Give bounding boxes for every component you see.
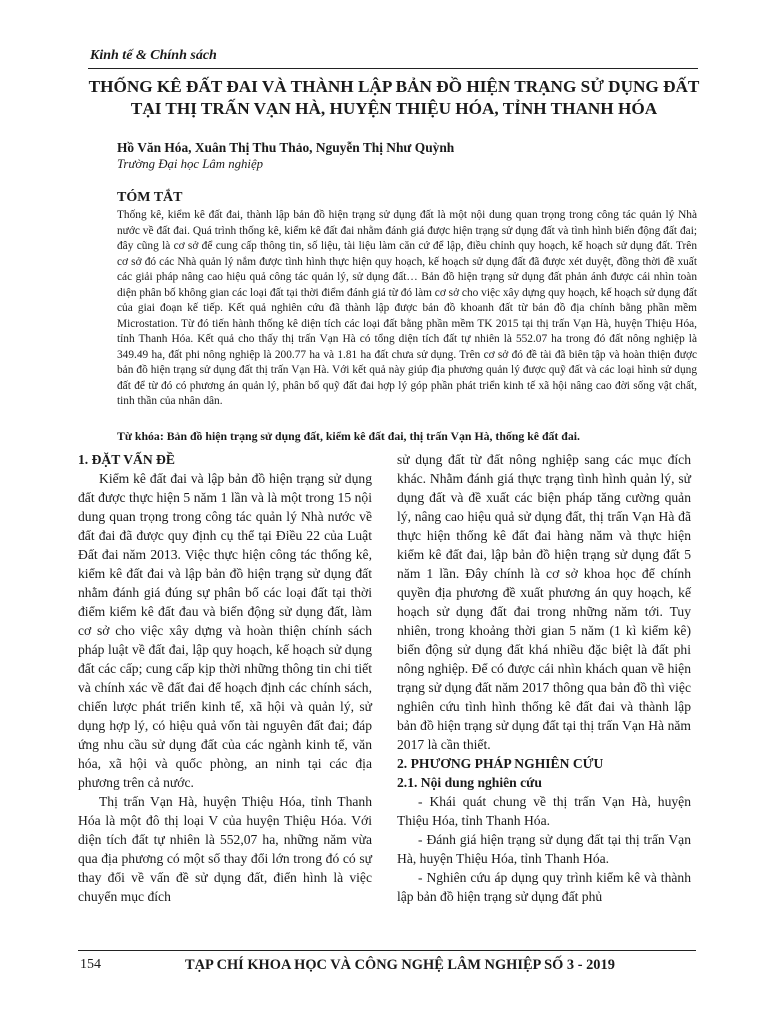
section-heading-introduction: 1. ĐẶT VẤN ĐỀ (78, 452, 175, 467)
body-column-left (78, 450, 372, 906)
page-number: 154 (80, 957, 101, 972)
abstract-heading: TÓM TẮT (117, 190, 183, 205)
section-tag: Kinh tế & Chính sách (90, 48, 217, 63)
list-item: - Đánh giá hiện trạng sử dụng đất tại thị trấn Vạn Hà, huyện Thiệu Hóa, tỉnh Thanh Hóa. (397, 832, 691, 866)
section-heading-methods: 2. PHƯƠNG PHÁP NGHIÊN CỨU (397, 756, 604, 771)
subsection-heading-content: 2.1. Nội dung nghiên cứu (397, 775, 542, 790)
list-item: - Nghiên cứu áp dụng quy trình kiểm kê và thành lập bản đồ hiện trạng sử dụng đất phủ (397, 870, 691, 904)
journal-name: TẠP CHÍ KHOA HỌC VÀ CÔNG NGHỆ LÂM NGHIỆP SỐ 3 - 2019 (185, 957, 615, 973)
keywords: Từ khóa: Bản đồ hiện trạng sử dụng đất, kiểm kê đất đai, thị trấn Vạn Hà, thống kê đất đai. (117, 429, 580, 443)
footer-divider (78, 950, 696, 951)
article-affiliation: Trường Đại học Lâm nghiệp (117, 157, 264, 171)
list-item: - Khái quát chung về thị trấn Vạn Hà, huyện Thiệu Hóa, tỉnh Thanh Hóa. (397, 794, 691, 828)
paragraph: Kiểm kê đất đai và lập bản đồ hiện trạng sử dụng đất được thực hiện 5 năm 1 lần và là một trong 15 nội dung quan trọng trong công tác quản lý Nhà nước về đất đai đã được quy định cụ thể tại Điều 22 của Luật Đất đai năm 2013. Việc thực hiện công tác thống kê, kiểm kê đất đai và lập bản đồ hiện trạng sử dụng đất nhằm đánh giá đúng sự phân bố các loại đất tại thời điểm kiểm kê đất đau và biến động sử dụng đất, làm cơ sở cho việc xây dựng và hoàn thiện chính sách pháp luật về đất đai, lập quy hoạch, kế hoạch sử dụng đất các cấp; cung cấp kịp thời những thông tin chi tiết và chính xác về đất đai để hoạch định các chính sách, chiến lược phát triển kinh tế, xã hội và quản lý, sử dụng hợp lý, có hiệu quả vốn tài nguyên đất đai; đáp ứng nhu cầu sử dụng đất của các ngành kinh tế, văn hóa, xã hội và quốc phòng, an ninh tại các địa phương trên cả nước. (78, 471, 372, 790)
paragraph: sử dụng đất từ đất nông nghiệp sang các mục đích khác. Nhằm đánh giá thực trạng tình hình quản lý, sử dụng đất và đề xuất các biện pháp tăng cường quản lý, nâng cao hiệu quả sử dụng đất, thị trấn Vạn Hà đã thực hiện thống kê đất đai hàng năm và thực hiện kiểm kê đất đai, lập bản đồ hiện trạng sử dụng đất 5 năm 1 lần. Đây chính là cơ sở khoa học để chính quyền địa phương đề xuất phương án quy hoạch, kế hoạch sử dụng đất đai trong những năm tới. Tuy nhiên, trong khoảng thời gian 5 năm (1 kì kiểm kê) biến động sử dụng đất khá nhiều đặc biệt là đất phi nông nghiệp. Để có được cái nhìn khách quan về hiện trạng sử dụng đất năm 2017 thông qua bản đồ thì việc nghiên cứu tình hình thống kê đất đai và thành lập bản đồ hiện trạng sử dụng đất tại thị trấn Vạn Hà năm 2017 là cần thiết. (397, 452, 691, 752)
body-column-right (397, 450, 691, 906)
article-title: THỐNG KÊ ĐẤT ĐAI VÀ THÀNH LẬP BẢN ĐỒ HIỆN TRẠNG SỬ DỤNG ĐẤT TẠI THỊ TRẤN VẠN HÀ, HUYỆN THIỆU HÓA, TỈNH THANH HÓA (88, 77, 700, 118)
article-authors: Hồ Văn Hóa, Xuân Thị Thu Thảo, Nguyễn Thị Như Quỳnh (117, 140, 455, 155)
header-divider (88, 68, 698, 69)
abstract-text: Thống kê, kiểm kê đất đai, thành lập bản đồ hiện trạng sử dụng đất là một nội dung quan trọng trong công tác quản lý Nhà nước về đất đai. Quá trình thống kê, kiểm kê đất đai nhằm đánh giá được hiện trạng sử dụng đất và tình hình biến động đất đai; đây cũng là cơ sở để cung cấp thông tin, số liệu, tài liệu làm căn cứ để lập, điều chỉnh quy hoạch, kế hoạch sử dụng đất. Trên cơ sở đó các Nhà quản lý nắm được tình hình thực hiện quy hoạch, kế hoạch sử dụng đất đã được xét duyệt, đồng thời đề xuất các giải pháp nâng cao hiệu quả công tác quản lý, sử dụng đất… Bản đồ hiện trạng sử dụng đất phản ánh được cái nhìn toàn diện phân bố không gian các loại đất tại thời điểm đánh giá từ đó làm cơ sở cho việc xây dựng quy hoạch, kế hoạch sử dụng đất của giai đoạn kế tiếp. Kết quả nghiên cứu đã thành lập được bản đồ khoanh đất từ bản đồ địa chính bằng phần mềm Microstation. Từ đó tiến hành thống kê diện tích các loại đất bằng phần mềm TK 2015 tại thị trấn Vạn Hà, huyện Thiệu Hóa, tỉnh Thanh Hóa. Kết quả cho thấy thị trấn Vạn Hà có tổng diện tích đất tự nhiên là 552.07 ha trong đó đất nông nghiệp là 349.49 ha, đất phi nông nghiệp là 200.77 ha và 1.81 ha đất chưa sử dụng. Trên cơ sở đó đề tài đã biên tập và hoàn thiện được bản đồ hiện trạng sử dụng đất thị trấn Vạn Hà. Với kết quả này giúp địa phương quản lý được quỹ đất và các loại hình sử dụng đất để từ đó có phương án quản lý, phân bổ quỹ đất đai hợp lý góp phần phát triển kinh tế xã hội nâng cao đời sống vật chất, tinh thần của nhân dân. (117, 209, 697, 407)
paragraph: Thị trấn Vạn Hà, huyện Thiệu Hóa, tỉnh Thanh Hóa là một đô thị loại V của huyện Thiệu Hóa. Với diện tích đất tự nhiên là 552,07 ha, những năm vừa qua địa phương có một số thay đổi lớn trong đó có sự thay đổi về vấn đề sử dụng đất, điển hình là việc chuyển mục đích (78, 794, 372, 904)
